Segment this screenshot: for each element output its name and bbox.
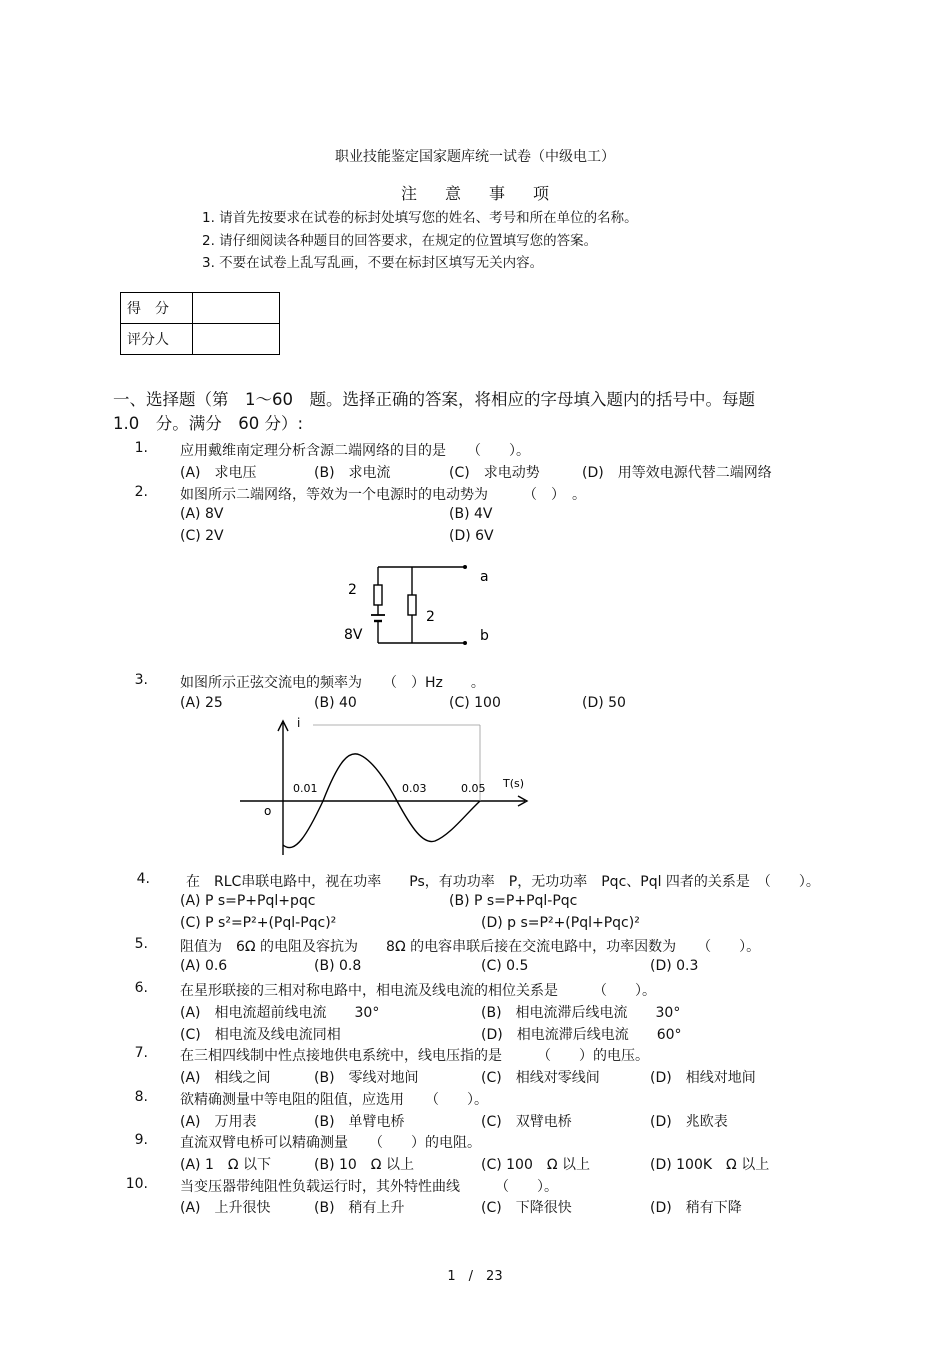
- option-b: (B) 求电流: [314, 465, 391, 481]
- notice-title: 注意事项: [400, 184, 577, 203]
- option-c: (C) 100: [449, 695, 501, 711]
- tick-label: 0.01: [293, 782, 318, 795]
- tick-label: 0.03: [402, 782, 427, 795]
- option-d: (D) 50: [582, 695, 626, 711]
- option-d: (D) p s=P²+(Pql+Pqc)²: [481, 915, 640, 931]
- option-d: (D) 兆欧表: [650, 1114, 728, 1130]
- question-number: 5.: [134, 936, 148, 952]
- notice-2: 2. 请仔细阅读各种题目的回答要求，在规定的位置填写您的答案。: [202, 233, 598, 249]
- source-label: 8V: [344, 627, 363, 643]
- option-a: (A) 上升很快: [180, 1200, 271, 1216]
- option-d: (D) 0.3: [650, 958, 699, 974]
- option-c: (C) 双臂电桥: [481, 1114, 572, 1130]
- option-c: (C) 相电流及线电流同相: [180, 1027, 341, 1043]
- x-axis-label: T(s): [503, 777, 525, 790]
- question-text: 在三相四线制中性点接地供电系统中，线电压指的是 （ ）的电压。: [180, 1048, 649, 1064]
- option-c: (C) 100 Ω 以上: [481, 1157, 591, 1173]
- resistor-left: [374, 585, 382, 605]
- score-table: [120, 292, 280, 355]
- question-text: 阻值为 6Ω 的电阻及容抗为 8Ω 的电容串联后接在交流电路中，功率因数为 （ ）。: [180, 939, 761, 955]
- section-heading-line2: 1.0 分。满分 60 分）:: [113, 414, 304, 433]
- question-number: 6.: [134, 980, 148, 996]
- y-axis-label: i: [297, 716, 301, 730]
- option-b: (B) 0.8: [314, 958, 362, 974]
- sine-wave-figure: [235, 715, 540, 865]
- option-a: (A) 25: [180, 695, 223, 711]
- notice-3: 3. 不要在试卷上乱写乱画，不要在标封区填写无关内容。: [202, 255, 544, 271]
- question-text: 在 RLC串联电路中，视在功率 Ps，有功功率 P，无功功率 Pqc、Pql 四者的关系是 （ ）。: [186, 874, 820, 890]
- score-value[interactable]: [193, 293, 280, 324]
- option-c: (C) 2V: [180, 528, 224, 544]
- option-c: (C) 0.5: [481, 958, 529, 974]
- question-number: 4.: [136, 871, 150, 887]
- option-c: (C) 下降很快: [481, 1200, 572, 1216]
- notice-1: 1. 请首先按要求在试卷的标封处填写您的姓名、考号和所在单位的名称。: [202, 210, 638, 226]
- tick-label: 0.05: [461, 782, 486, 795]
- score-row: [121, 293, 280, 324]
- option-a: (A) 相电流超前线电流 30°: [180, 1005, 380, 1021]
- option-b: (B) P s=P+Pql-Pqc: [449, 893, 578, 909]
- resistor-mid-label: 2: [426, 609, 435, 625]
- option-a: (A) 0.6: [180, 958, 228, 974]
- question-text: 欲精确测量中等电阻的阻值，应选用 （ ）。: [180, 1092, 488, 1108]
- exam-title: 职业技能鉴定国家题库统一试卷（中级电工）: [335, 149, 615, 165]
- question-number: 9.: [134, 1132, 148, 1148]
- question-number: 2.: [134, 484, 148, 500]
- origin-label: o: [264, 804, 272, 818]
- question-text: 如图所示二端网络，等效为一个电源时的电动势为 （ ） 。: [180, 487, 586, 503]
- question-number: 3.: [134, 672, 148, 688]
- option-b: (B) 相电流滞后线电流 30°: [481, 1005, 681, 1021]
- terminal-a-dot: [463, 565, 467, 569]
- score-label: 得 分: [121, 293, 193, 324]
- option-a: (A) 1 Ω 以下: [180, 1157, 272, 1173]
- option-b: (B) 零线对地间: [314, 1070, 419, 1086]
- section-heading-line1: 一、选择题（第 1～60 题。选择正确的答案，将相应的字母填入题内的括号中。每题: [113, 390, 755, 409]
- page-number: 1 / 23: [447, 1269, 503, 1284]
- option-d: (D) 6V: [449, 528, 494, 544]
- question-number: 10.: [125, 1176, 148, 1192]
- circuit-diagram: [330, 555, 510, 655]
- question-text: 如图所示正弦交流电的频率为 （ ）Hz 。: [180, 675, 485, 691]
- option-c: (C) 求电动势: [449, 465, 540, 481]
- question-text: 应用戴维南定理分析含源二端网络的目的是 （ ）。: [180, 443, 530, 459]
- option-a: (A) 8V: [180, 506, 224, 522]
- option-d: (D) 相电流滞后线电流 60°: [481, 1027, 682, 1043]
- option-b: (B) 稍有上升: [314, 1200, 405, 1216]
- option-b: (B) 40: [314, 695, 357, 711]
- option-d: (D) 稍有下降: [650, 1200, 742, 1216]
- option-c: (C) 相线对零线间: [481, 1070, 600, 1086]
- resistor-mid: [408, 595, 416, 615]
- option-a: (A) 万用表: [180, 1114, 257, 1130]
- option-d: (D) 相线对地间: [650, 1070, 756, 1086]
- grader-label: 评分人: [121, 324, 193, 355]
- grader-row: [121, 324, 280, 355]
- option-d: (D) 用等效电源代替二端网络: [582, 465, 772, 481]
- question-text: 直流双臂电桥可以精确测量 （ ）的电阻。: [180, 1135, 481, 1151]
- question-number: 8.: [134, 1089, 148, 1105]
- resistor-left-label: 2: [348, 582, 357, 598]
- question-text: 在星形联接的三相对称电路中，相电流及线电流的相位关系是 （ ）。: [180, 983, 656, 999]
- option-b: (B) 10 Ω 以上: [314, 1157, 414, 1173]
- option-c: (C) P s²=P²+(Pql-Pqc)²: [180, 915, 337, 931]
- option-a: (A) 求电压: [180, 465, 257, 481]
- option-a: (A) 相线之间: [180, 1070, 271, 1086]
- option-b: (B) 4V: [449, 506, 493, 522]
- terminal-b-label: b: [480, 628, 489, 644]
- question-number: 7.: [134, 1045, 148, 1061]
- option-a: (A) P s=P+Pql+pqc: [180, 893, 316, 909]
- option-d: (D) 100K Ω 以上: [650, 1157, 770, 1173]
- question-number: 1.: [134, 440, 148, 456]
- terminal-b-dot: [463, 641, 467, 645]
- terminal-a-label: a: [480, 569, 489, 585]
- grader-value[interactable]: [193, 324, 280, 355]
- question-text: 当变压器带纯阻性负载运行时，其外特性曲线 （ ）。: [180, 1179, 558, 1195]
- option-b: (B) 单臂电桥: [314, 1114, 405, 1130]
